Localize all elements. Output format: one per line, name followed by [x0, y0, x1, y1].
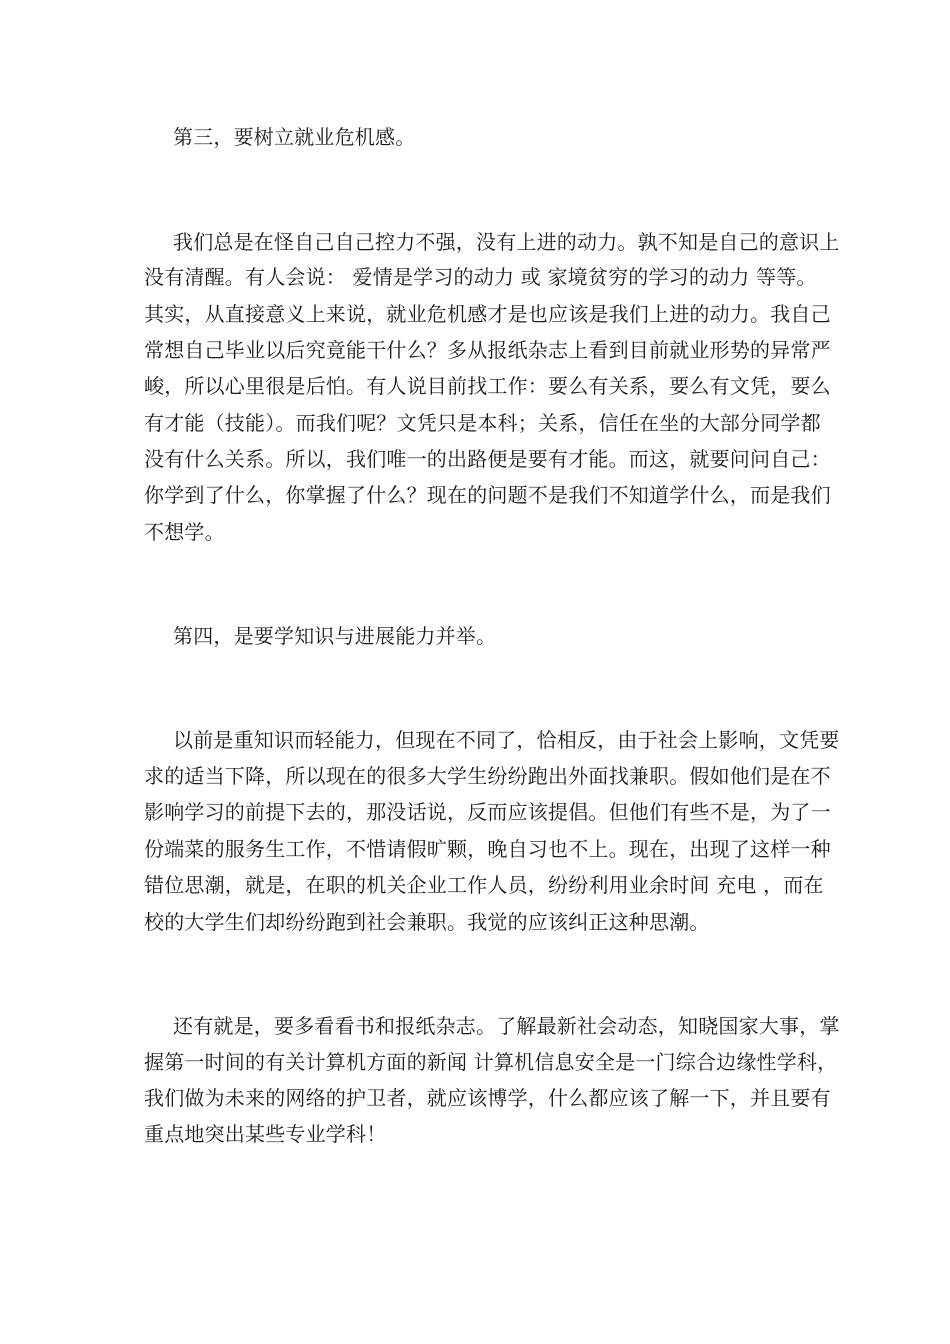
paragraph-line: 我们总是在怪自己自己控力不强，没有上进的动力。孰不知是自己的意识上 — [173, 230, 840, 254]
paragraph-line: 份端菜的服务生工作，不惜请假旷颗，晚自习也不上。现在，出现了这样一种 — [144, 837, 831, 861]
paragraph-line: 错位思潮，就是，在职的机关企业工作人员，纷纷利用业余时间 充电 ，而在 — [144, 873, 824, 897]
paragraph-line: 其实，从直接意义上来说，就业危机感才是也应该是我们上进的动力。我自己 — [144, 302, 831, 326]
paragraph-line: 常想自己毕业以后究竟能干什么？多从报纸杂志上看到目前就业形势的异常严 — [144, 338, 831, 362]
paragraph-line: 没有清醒。有人会说： 爱情是学习的动力 或 家境贫穷的学习的动力 等等。 — [144, 265, 817, 289]
paragraph-line: 求的适当下降，所以现在的很多大学生纷纷跑出外面找兼职。假如他们是在不 — [144, 764, 831, 788]
paragraph-line: 我们做为未来的网络的护卫者，就应该博学，什么都应该了解一下，并且要有 — [144, 1086, 831, 1110]
paragraph-line: 影响学习的前提下去的，那没话说，反而应该提倡。但他们有些不是，为了一 — [144, 800, 831, 824]
section-heading-fourth: 第四，是要学知识与进展能力并举。 — [173, 624, 497, 648]
paragraph-line: 没有什么关系。所以，我们唯一的出路便是要有才能。而这，就要问问自己： — [144, 447, 831, 471]
paragraph-line: 峻，所以心里很是后怕。有人说目前找工作：要么有关系，要么有文凭，要么 — [144, 374, 831, 398]
paragraph-line: 还有就是，要多看看书和报纸杂志。了解最新社会动态，知晓国家大事，掌 — [173, 1014, 840, 1038]
paragraph-line: 以前是重知识而轻能力，但现在不同了，恰相反，由于社会上影响，文凭要 — [173, 728, 840, 752]
section-heading-third: 第三，要树立就业危机感。 — [173, 125, 416, 149]
paragraph-line: 你学到了什么，你掌握了什么？现在的问题不是我们不知道学什么，而是我们 — [144, 483, 831, 507]
paragraph-line: 有才能（技能）。而我们呢？文凭只是本科；关系，信任在坐的大部分同学都 — [144, 411, 821, 435]
paragraph-line: 重点地突出某些专业学科！ — [144, 1122, 387, 1146]
paragraph-line: 校的大学生们却纷纷跑到社会兼职。我觉的应该纠正这种思潮。 — [144, 910, 710, 934]
paragraph-line: 不想学。 — [144, 520, 225, 544]
paragraph-line: 握第一时间的有关计算机方面的新闻 计算机信息安全是一门综合边缘性学科， — [144, 1050, 838, 1074]
